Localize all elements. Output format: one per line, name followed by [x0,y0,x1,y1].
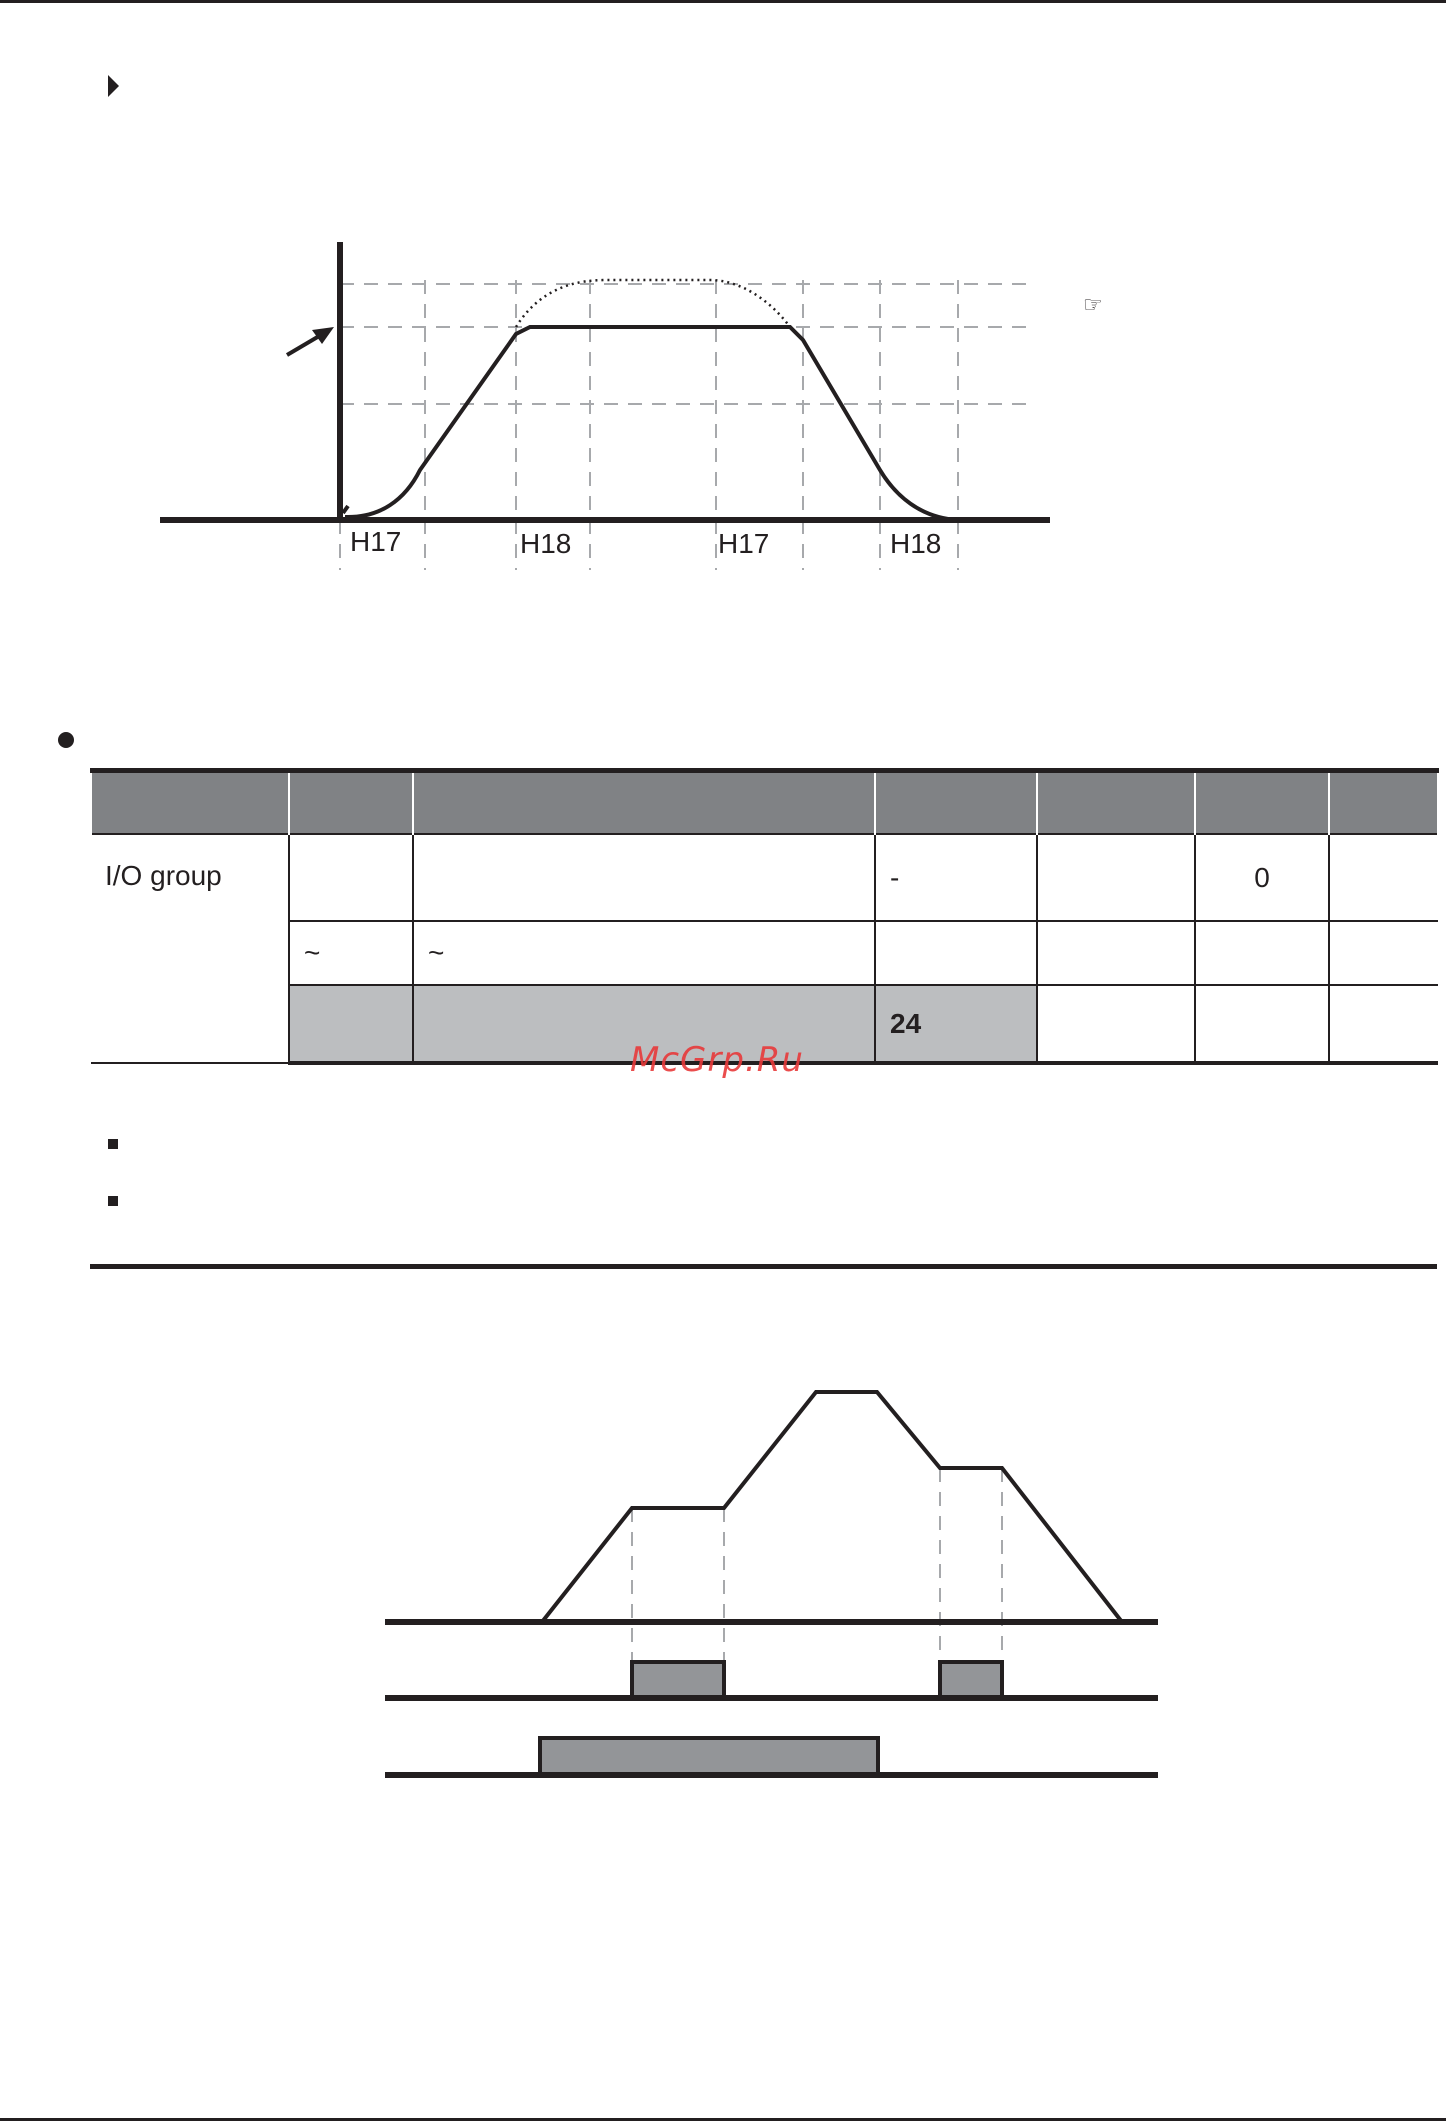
table-header-cell [1329,771,1438,835]
table-cell [289,985,413,1063]
table-cell [289,834,413,921]
table-cell: - [875,834,1037,921]
table-header-cell [91,771,289,835]
table-header-cell [1195,771,1329,835]
s-curve-figure [150,230,1110,590]
timing-figure [370,1380,1170,1790]
run-pulse [540,1738,878,1775]
tick-label-h18-1: H18 [520,528,572,559]
input-pulse-2 [940,1662,1002,1698]
table-cell [1329,921,1438,985]
table-header-cell [413,771,875,835]
table-row [91,921,1438,985]
triangle-marker-icon [108,75,119,97]
table-cell: 0 [1195,834,1329,921]
square-bullet-icon [108,1139,118,1149]
parameter-table [90,768,1439,1065]
table-cell [1195,985,1329,1063]
s-curve-profile [345,327,958,520]
table-cell [1195,921,1329,985]
tick-label-h18-2: H18 [890,528,942,559]
table-header-cell [289,771,413,835]
table-cell: 24 [875,985,1037,1063]
table-header-cell [1037,771,1195,835]
table-header-row [91,771,1438,835]
table-cell [875,921,1037,985]
table-cell-group: I/O group [91,834,289,1063]
tick-label-h17-2: H17 [718,528,770,559]
table-cell [1037,834,1195,921]
top-rule [0,0,1446,3]
target-arrow [287,327,334,355]
bottom-rule [0,2118,1446,2121]
watermark: McGrp.Ru [630,1040,804,1080]
speed-profile [542,1392,1122,1622]
table-row [91,834,1438,921]
table-cell [1329,985,1438,1063]
table-cell: ~ [413,921,875,985]
table-cell: ~ [289,921,413,985]
section-divider [90,1264,1437,1269]
input-pulse-1 [632,1662,724,1698]
table-header-cell [875,771,1037,835]
bullet-dot-icon [58,732,74,748]
table-cell [1329,834,1438,921]
square-bullet-icon [108,1196,118,1206]
table-cell [413,834,875,921]
tick-label-h17-1: H17 [350,526,402,557]
pointing-hand-icon: ☞ [1083,293,1103,318]
table-cell [1037,921,1195,985]
dotted-ideal-curve [516,280,790,327]
table-cell [1037,985,1195,1063]
